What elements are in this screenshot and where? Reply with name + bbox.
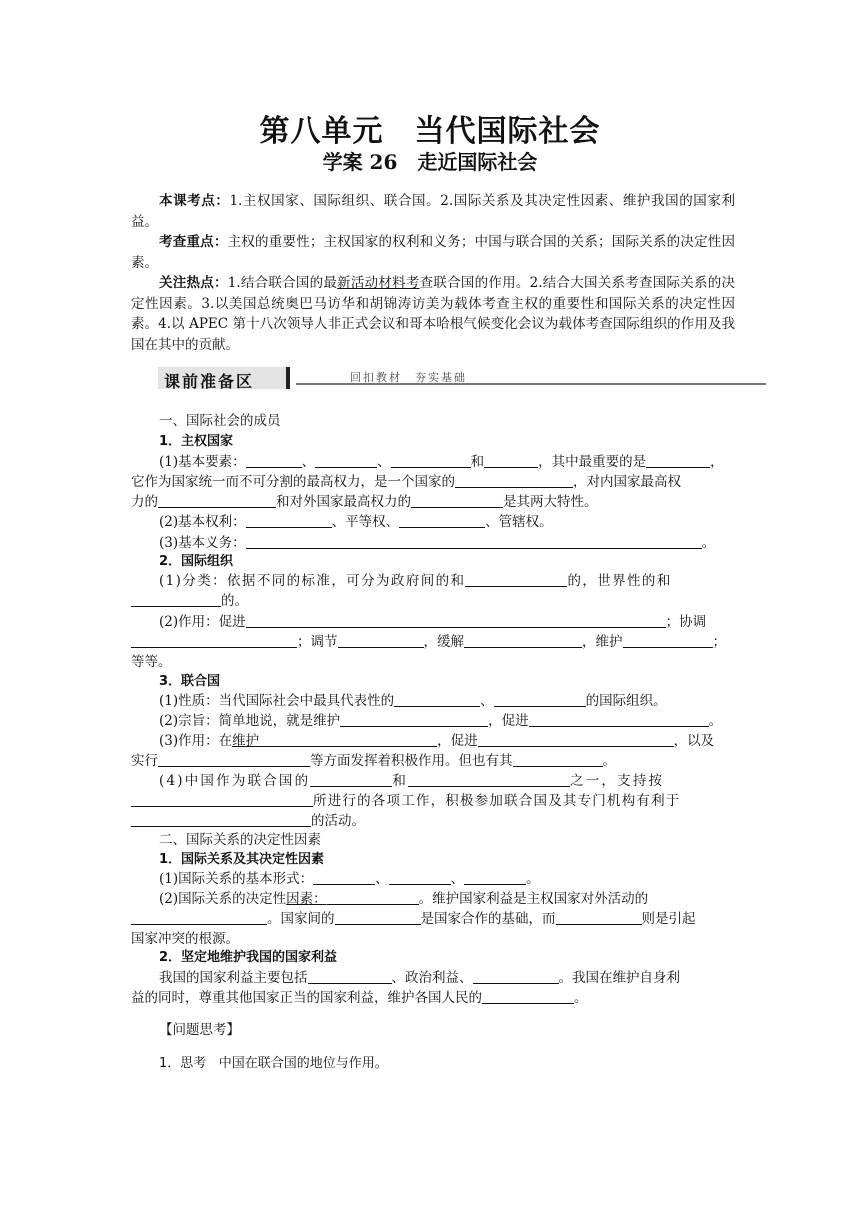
fill-line-national-interest: 我国的国家利益主要包括 、政治利益、 。我国在维护自身利 [159, 970, 680, 986]
subheading-national-interest: 2．坚定地维护我国的国家利益 [159, 950, 338, 965]
hotspot-text-pre: 1.结合联合国的最 [227, 275, 338, 291]
section-banner [158, 367, 768, 389]
lesson-subtitle: 学案 26 走近国际社会 [322, 150, 538, 174]
question-1-text: 中国在联合国的地位与作用。 [218, 1056, 388, 1071]
fill-line-characteristics: 力的 和对外国家最高权力的 是其两大特性。 [131, 494, 598, 510]
fill-line-etc: 等等。 [131, 654, 172, 670]
section-heading-2: 二、国际关系的决定性因素 [159, 832, 321, 848]
hotspot-text-post: 查联合国的作用。2.结合大国关系考查国际关系的决定性因素。3.以美国总统奥巴马访华和胡锦涛访美为载体考查主权的重要性和国际关系的决定性因素。4.以 APEC 第十八次领导人非正式会议和哥本哈根气候变化会议为载体考查国际组织的作用及我国在其中的贡献。 [131, 275, 735, 353]
fill-line-classification-cont: 的。 [131, 591, 741, 611]
subheading-un: 3．联合国 [159, 674, 221, 689]
subheading-international-org: 2．国际组织 [159, 554, 234, 569]
page-title: 第八单元 当代国际社会 [259, 114, 601, 149]
hotspot-label: 关注热点： [159, 275, 228, 291]
question-section-title: 【问题思考】 [159, 1022, 240, 1038]
fill-line-function: (2)作用：促进 ；协调 [159, 614, 707, 630]
fill-line-classification: (1)分类：依据不同的标准，可分为政府间的和 的，世界性的和 [159, 573, 672, 589]
fill-line-obligations: (3)基本义务： 。 [159, 535, 716, 551]
fill-line-relation-forms: (1)国际关系的基本形式： 、 、 。 [159, 871, 540, 887]
question-1-number: 1．思考 [159, 1056, 207, 1071]
fill-line-un-purpose: (2)宗旨：简单地说，就是维护 ，促进 。 [159, 713, 723, 729]
focus-label: 考查重点： [159, 234, 228, 250]
fill-line-sovereignty: 它作为国家统一而不可分割的最高权力，是一个国家的 ，对内国家最高权 [131, 474, 681, 490]
banner-title: 课前准备区 [164, 372, 255, 391]
exam-points-text: 1.主权国家、国际组织、联合国。2.国际关系及其决定性因素、维护我国的国家利益。 [131, 193, 735, 230]
fill-line-china-un-end: 的活动。 [131, 811, 741, 831]
exam-points-label: 本课考点： [159, 193, 230, 209]
focus-paragraph [131, 232, 735, 273]
fill-line-china-un: (4)中国作为联合国的 和 之一，支持按 [159, 773, 665, 789]
banner-subtitle: 回扣教材 夯实基础 [350, 371, 467, 384]
focus-text: 主权的重要性；主权国家的权利和义务；中国与联合国的关系；国际关系的决定性因素。 [131, 234, 736, 271]
fill-line-china-un-cont: 所进行的各项工作，积极参加联合国及其专门机构有利于 [131, 791, 741, 811]
fill-line-rights: (2)基本权利： 、平等权、 、管辖权。 [159, 514, 553, 530]
exam-points-paragraph [131, 191, 735, 232]
subheading-relations: 1．国际关系及其决定性因素 [159, 852, 325, 867]
fill-line-decisive-factor: (2)国际关系的决定性因素： 。维护国家利益是主权国家对外活动的 [159, 891, 649, 907]
fill-line-decisive-factor-cont: 。国家间的 是国家合作的基础，而 则是引起 [131, 909, 741, 929]
fill-line-national-interest-cont: 益的同时，尊重其他国家正当的国家利益，维护各国人民的 。 [131, 990, 588, 1006]
fill-line-conflict-root: 国家冲突的根源。 [131, 931, 239, 947]
banner-box [158, 367, 290, 389]
fill-line-un-role-cont: 实行 等方面发挥着积极作用。但也有其 。 [131, 753, 616, 769]
fill-line-un-role: (3)作用：在维护 ，促进 ，以及 [159, 733, 715, 749]
hotspot-paragraph [131, 273, 735, 355]
question-1 [159, 1054, 769, 1074]
subheading-sovereign-state: 1．主权国家 [159, 434, 234, 449]
section-heading-1: 一、国际社会的成员 [159, 413, 281, 429]
fill-line-function-cont: ；调节 ，缓解 ，维护 ； [131, 632, 741, 652]
hotspot-text-underlined: 新活动材料考 [337, 275, 420, 291]
fill-line-un-nature: (1)性质：当代国际社会中最具代表性的 、 的国际组织。 [159, 693, 667, 709]
fill-line-elements: (1)基本要素： 、 、 和 ，其中最重要的是 ， [159, 454, 724, 470]
